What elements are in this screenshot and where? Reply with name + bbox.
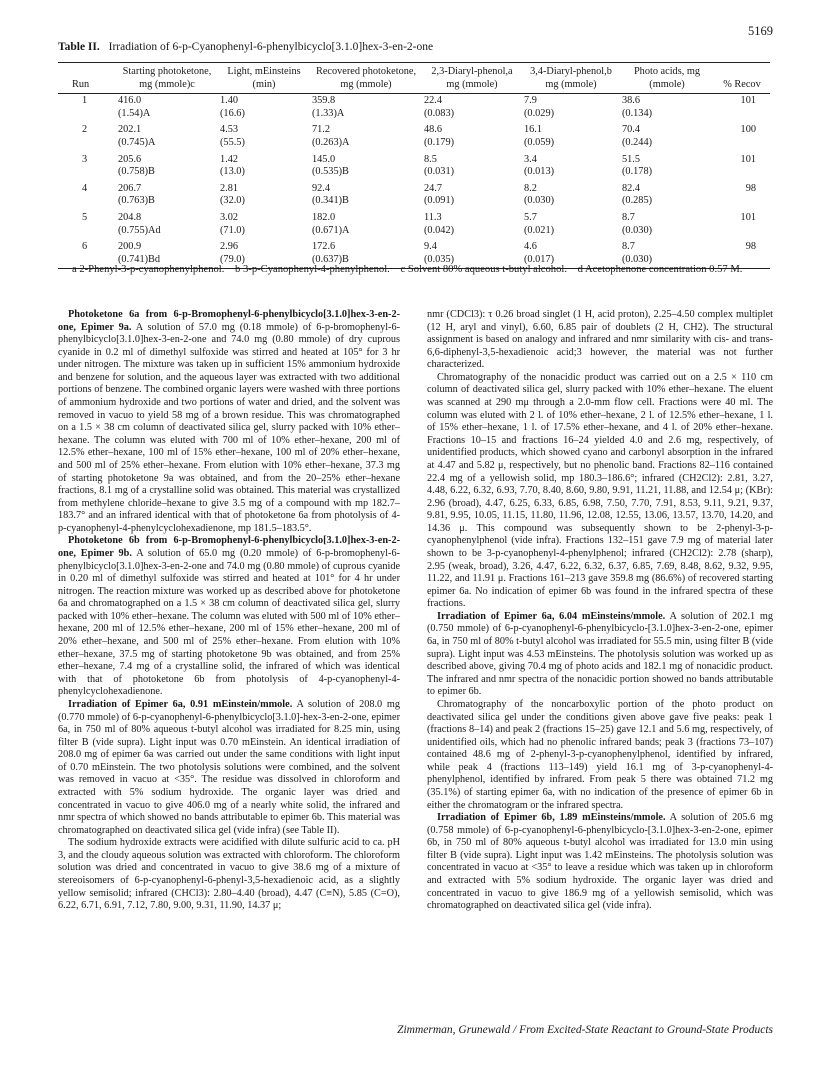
table-title: Irradiation of 6-p-Cyanophenyl-6-phenylbicyclo[3.1.0]hex-3-en-2-one — [108, 41, 434, 53]
table-row — [58, 237, 770, 254]
section-heading: Photoketone 6b from 6-p-Bromophenyl-6-phenylbicyclo[3.1.0]hex-3-en-2-one, Epimer 9b. — [58, 535, 400, 559]
table-cell: (0.637)B — [310, 254, 422, 269]
recovery-cell: 100 — [740, 124, 756, 136]
table-cell: 1.42 — [220, 153, 239, 165]
table-cell: (0.059) — [524, 136, 555, 148]
table-cell: 92.4 — [312, 182, 331, 194]
paragraph — [58, 535, 400, 699]
table-cell: 205.6 — [118, 153, 142, 165]
table-cell: (0.083) — [424, 107, 455, 119]
column-header: Run — [58, 63, 116, 94]
run-cell: 1 — [82, 95, 88, 107]
table-cell: 71.2 — [312, 124, 331, 136]
section-heading: Photoketone 6a from 6-p-Bromophenyl-6-phenylbicyclo[3.1.0]hex-3-en-2-one, Epimer 9a. — [58, 309, 400, 333]
paragraph — [427, 699, 773, 812]
table-row — [58, 137, 770, 150]
paragraph — [427, 309, 773, 372]
table-cell: (0.042) — [424, 224, 455, 236]
table-cell: (0.671)A — [312, 224, 350, 236]
recovery-cell — [714, 225, 770, 238]
left-column — [58, 309, 400, 913]
section-heading: Irradiation of Epimer 6b, 1.89 mEinsteins/mmole. — [437, 812, 666, 824]
table-cell: 2.81 — [220, 182, 239, 194]
table-cell: (0.017) — [522, 254, 620, 269]
footnote: d Acetophenone concentration 0.57 M. — [577, 264, 743, 275]
table-cell: (0.535)B — [312, 166, 349, 178]
paragraph-text: A solution of 208.0 mg (0.770 mmole) of 6-p-cyanophenyl-6-phenylbicyclo[3.1.0]-hex-3-en-2-one, epimer 6a, in 750 ml of 80% aqueous t-butyl alcohol was irradiated for 8.25 min, using filter B (vide supra). Light input was 0.70 mEinstein. An identical irradiation of 208.0 mg of epimer 6a was carried out under the same conditions with light input of 0.70 mEinstein. The two photolysis solutions were combined, and the solvent was removed in vacuo at <35°. The residue was dissolved in chloroform and extracted with 5% sodium hydroxide. The organic layer was dried and concentrated in vacuo to give 406.0 mg of a nearly white solid, the infrared and nmr spectra of which showed no bands attributable to epimer 6b. This material was chromatographed on deactivated silica gel (vide infra) (see Table II). — [58, 698, 401, 836]
paragraph-text: The sodium hydroxide extracts were acidified with dilute sulfuric acid to ca. pH 3, and the cloudy aqueous solution was extracted with chloroform. The chloroform solution was dried and concentrated in vacuo to give 38.6 mg of a mixture of stereoisomers of 6-p-cyanophenyl-6-phenyl-3,5-hexadienoic acid, as a slightly yellow semisolid; infrared (CHCl3): 2.80–4.40 (broad), 4.47 (C≡N), 5.85 (C=O), 6.22, 6.71, 6.91, 7.12, 7.80, 9.00, 9.31, 11.90, 14.37 μ; — [58, 837, 400, 912]
paragraph-text: Chromatography of the nonacidic product was carried out on a 2.5 × 110 cm column of deactivated silica gel, slurry packed with 10% ether–hexane. The eluent was scanned at 290 mμ through a 2.0-mm flow cell. Fractions were 40 ml. The column was eluted with 2 l. of 10% ether–hexane, 2 l. of 12.5% ether–hexane, 1 l. of 15% ether–hexane, 1 l. of 17.5% ether–hexane, and 4 l. of 20% ether–hexane. Fractions 10–15 and fractions 16–24 yielded 4.0 and 2.6 mg, respectively, of unidentified products, which showed cyano and carbonyl absorption in the infrared at 4.47 and 5.82 μ, respectively, but no phenolic band. Fractions 82–116 contained 22.4 mg of a yellowish solid, mp 180.3–186.6°; infrared (CH2Cl2): 2.81, 3.27, 4.48, 6.22, 6.32, 6.93, 7.70, 8.40, 8.60, 9.80, 9.91, 11.21, 11.88, and 12.54 μ; (KBr): 2.96 (broad), 4.47, 6.25, 6.33, 6.85, 6.98, 7.50, 7.70, 7.91, 8.53, 9.11, 9.21, 9.37, 9.81, 9.95, 10.05, 11.15, 11.80, 11.96, 12.08, 12.55, 13.06, 13.57, 13.70, 14.20, and 14.36 μ. This compound was subsequently shown to be 2-phenyl-3-p-cyanophenylphenol (vide infra). Fractions 132–151 gave 7.9 mg of material later shown to be 3-p-cyanophenyl-4-phenylphenol; infrared (CH2Cl2): 2.78 (sharp), 2.95 (weak, broad), 3.26, 4.47, 6.22, 6.32, 6.37, 6.85, 7.69, 8.48, 8.62, 9.32, 9.95, 11.22, and 11.91 μ. Fractions 161–213 gave 359.8 mg (86.6%) of recovered starting epimer 6a. No indication of epimer 6b was found in the infrared spectra of these fractions. — [427, 371, 773, 610]
table-cell: 70.4 — [622, 124, 641, 136]
table-cell: (0.029) — [524, 107, 555, 119]
table-label: Table II. — [58, 41, 100, 53]
table-row — [58, 94, 770, 108]
column-header: Light, mEinsteins (min) — [218, 63, 310, 94]
table-cell: (0.755)Ad — [118, 224, 161, 236]
table-cell: 3.4 — [524, 153, 537, 165]
section-heading: Irradiation of Epimer 6a, 6.04 mEinsteins/mmole. — [437, 610, 666, 622]
run-cell: 4 — [82, 182, 88, 194]
table-cell: 359.8 — [312, 95, 336, 107]
paragraph — [58, 309, 400, 535]
table-cell: (0.263)A — [312, 136, 350, 148]
paragraph — [427, 372, 773, 611]
run-cell: 5 — [82, 211, 88, 223]
table-cell: 7.9 — [524, 95, 537, 107]
table-cell: (0.030) — [622, 224, 653, 236]
right-column — [427, 309, 773, 913]
table-cell: (0.758)B — [118, 166, 155, 178]
recovery-cell — [714, 195, 770, 208]
irradiation-table — [58, 62, 770, 269]
column-header: 2,3-Diaryl-phenol,a mg (mmole) — [422, 63, 522, 94]
table-cell: (0.285) — [622, 195, 653, 207]
run-cell — [58, 137, 116, 150]
table-cell: (0.741)Bd — [116, 254, 218, 269]
table-cell: 24.7 — [424, 182, 443, 194]
column-header: % Recov — [714, 63, 770, 94]
footnote: c Solvent 80% aqueous t-butyl alcohol. — [400, 264, 567, 275]
table-cell: (71.0) — [220, 224, 245, 236]
table-cell: 1.40 — [220, 95, 239, 107]
table-cell: 51.5 — [622, 153, 641, 165]
run-cell — [58, 108, 116, 121]
table-cell: (0.091) — [424, 195, 455, 207]
table-row — [58, 108, 770, 121]
paragraph-text: A solution of 57.0 mg (0.18 mmole) of 6-p-bromophenyl-6-phenylbicyclo[3.1.0]hex-3-en-2-one and 74.0 mg (0.80 mmole) of dry cuprous cyanide in 0.2 ml of dimethyl sulfoxide was stirred and heated at 105° for 3 hr under nitrogen. The mixture was taken up in sufficient 15% ammonium hydroxide and benzene for solution, and the aqueous layer was extracted with two additional portions of benzene. The combined organic layers were washed with three portions of ammonium hydroxide and two portions of water and dried, and the solvent was removed in vacuo to yield 58 mg of a brown residue. This was chromatographed on a 1.5 × 38 cm column of deactivated silica gel, slurry packed with 10% ether–hexane. The column was eluted with 700 ml of 10% ether–hexane, 200 ml of 12.5% ether–hexane, 100 ml of 15% ether–hexane, 100 ml of 20% ether–hexane, and 500 ml of 25% ether–hexane. From elution with 10% ether–hexane, 37.3 mg of starting photoketone 9a was obtained, and from the 20–25% ether–hexane fractions, 8.1 mg of a crystalline solid was obtained. This material was crystallized from methylene chloride–hexane to give 3.5 mg of a compound with mp 182.7–183.7° and an infrared identical with that of photoketone 6a from photolysis of 4-p-cyanophenyl-4-phenylcyclohexadienone, mp 181.5–183.5°. — [58, 321, 400, 534]
table-cell: (0.021) — [524, 224, 555, 236]
table-footnotes — [58, 263, 773, 276]
recovery-cell: 101 — [740, 95, 756, 107]
table-cell: 11.3 — [424, 211, 442, 223]
table-cell: 172.6 — [312, 241, 336, 253]
run-cell: 3 — [82, 153, 88, 165]
table-cell: (0.745)A — [118, 136, 156, 148]
table-body — [58, 94, 770, 269]
table-cell: 8.7 — [622, 211, 635, 223]
run-cell — [58, 195, 116, 208]
recovery-cell: 98 — [745, 182, 756, 194]
table-row — [58, 208, 770, 225]
paragraph-text: A solution of 65.0 mg (0.20 mmole) of 6-p-bromophenyl-6-phenylbicyclo[3.1.0]hex-3-en-2-one and 74.0 mg (0.80 mmole) of cuprous cyanide in 0.20 ml of dimethyl sulfoxide was stirred and heated at 101° for 4 hr under nitrogen. The reaction mixture was worked up as described above for photoketone 6a and chromatographed on a 1.5 × 38 cm column of deactivated silica gel, slurry packed with 10% ether–hexane. The column was eluted with 500 ml of 10% ether–hexane, 200 ml of 12.5% ether–hexane, 200 ml of 15% ether–hexane, 200 ml of 20% ether–hexane, and 500 ml of 25% ether–hexane. From elution with 10% ether–hexane, 37.5 mg of starting photoketone 9b was obtained, and from 25% ether–hexane, 7.4 mg of a crystalline solid, the infrared of which was identical with that of photoketone 6b from photolysis of 4-p-cyanophenyl-4-phenylcyclohexadienone. — [58, 547, 400, 698]
footnote: b 3-p-Cyanophenyl-4-phenylphenol. — [235, 264, 390, 275]
table-cell: (0.341)B — [312, 195, 349, 207]
table-cell: (0.031) — [424, 166, 455, 178]
paragraph-text: Chromatography of the noncarboxylic portion of the photo product on deactivated silica gel under the conditions given above gave five peaks: peak 1 (fractions 8–14) and peak 2 (fractions 15–25) gave 12.1 and 5.6 mg, respectively, of unidentified oils, which had no phenolic infrared bands; peak 3 (fractions 73–107) contained 48.6 mg of 2-phenyl-3-p-cyanophenylphenol, identified by infrared, while peak 4 (fractions 113–149) yield 16.1 mg of 3-p-cyanophenyl-4-phenylphenol, identified by infrared. From peak 5 there was obtained 71.2 mg (35.1%) of starting epimer 6a, with no indication of the presence of epimer 6b in either the chromatogram or the infrared spectra. — [427, 698, 773, 811]
table-cell: (16.6) — [220, 107, 245, 119]
paragraph-text: A solution of 205.6 mg (0.758 mmole) of 6-p-cyanophenyl-6-phenylbicyclo-[3.1.0]hex-3-en-2-one, epimer 6b, in 750 ml of 80% aqueous t-butyl alcohol was irradiated for 13.0 min using filter B (vide supra). Light input was 1.42 mEinsteins. The photolysis solution was concentrated in vacuo at <35° to leave a residue which was taken up in chloroform and extracted with 5% sodium hydroxide. The organic layer was dried and concentrated in vacuo to give 186.9 mg of a yellowish semisolid, which was chromatographed on deactivated silica gel (vide infra). — [427, 812, 773, 912]
table-cell: (1.33)A — [312, 107, 345, 119]
table-header-row — [58, 63, 770, 94]
table-cell: (1.54)A — [118, 107, 151, 119]
run-cell — [58, 166, 116, 179]
table-cell: 206.7 — [118, 182, 142, 194]
table-cell: (32.0) — [220, 195, 245, 207]
recovery-cell — [714, 137, 770, 150]
table-row — [58, 195, 770, 208]
table-cell: (0.178) — [622, 166, 653, 178]
table-cell: 48.6 — [424, 124, 443, 136]
table-cell: (0.244) — [622, 136, 653, 148]
table-cell: 3.02 — [220, 211, 239, 223]
table-cell: 200.9 — [118, 241, 142, 253]
table-cell: (0.030) — [620, 254, 714, 269]
run-cell — [58, 225, 116, 238]
table-cell: 182.0 — [312, 211, 336, 223]
recovery-cell — [714, 108, 770, 121]
table-cell: 22.4 — [424, 95, 443, 107]
table-cell: 9.4 — [424, 241, 437, 253]
table-caption — [58, 41, 778, 53]
table-row — [58, 225, 770, 238]
recovery-cell: 101 — [740, 211, 756, 223]
table-cell: (13.0) — [220, 166, 245, 178]
table-cell: (79.0) — [218, 254, 310, 269]
page-number: 5169 — [748, 24, 773, 38]
recovery-cell — [714, 166, 770, 179]
column-header: Recovered photoketone, mg (mmole) — [310, 63, 422, 94]
paragraph — [427, 812, 773, 913]
table-row — [58, 120, 770, 137]
table-cell: (0.013) — [524, 166, 555, 178]
run-cell: 2 — [82, 124, 88, 136]
table-cell: (0.763)B — [118, 195, 155, 207]
table-cell: 8.5 — [424, 153, 437, 165]
table-cell: 8.2 — [524, 182, 537, 194]
table-cell: 2.96 — [220, 241, 239, 253]
column-header: Starting photoketone, mg (mmole)c — [116, 63, 218, 94]
table-cell: (0.179) — [424, 136, 455, 148]
table-row — [58, 166, 770, 179]
run-cell: 6 — [82, 241, 88, 253]
paragraph-text: nmr (CDCl3): τ 0.26 broad singlet (1 H, acid proton), 2.25–4.50 complex multiplet (12 H, aryl and vinyl), 6.60, 6.85 pair of doublets (2 H, CH2). The structural assignment is based on analogy and infrared and nmr similarity with cis- and trans-6,6-diphenyl-3,5-hexadienoic acid;3 however, the material was not further characterized. — [427, 309, 773, 371]
recovery-cell: 101 — [740, 153, 756, 165]
table-cell: 38.6 — [622, 95, 641, 107]
table-cell: 145.0 — [312, 153, 336, 165]
table-cell: 416.0 — [118, 95, 142, 107]
table-cell: (0.035) — [422, 254, 522, 269]
table-row — [58, 179, 770, 196]
paragraph — [58, 699, 400, 837]
column-header: 3,4-Diaryl-phenol,b mg (mmole) — [522, 63, 620, 94]
running-footer: Zimmerman, Grunewald / From Excited-State Reactant to Ground-State Products — [397, 1024, 773, 1036]
table-cell: (0.030) — [524, 195, 555, 207]
footnote: a 2-Phenyl-3-p-cyanophenylphenol. — [72, 264, 225, 275]
table-cell: 204.8 — [118, 211, 142, 223]
table-cell: 8.7 — [622, 241, 635, 253]
table-cell: 4.53 — [220, 124, 239, 136]
column-header: Photo acids, mg (mmole) — [620, 63, 714, 94]
table-cell: 16.1 — [524, 124, 543, 136]
table-row — [58, 150, 770, 167]
table-cell: 5.7 — [524, 211, 537, 223]
section-heading: Irradiation of Epimer 6a, 0.91 mEinstein/mmole. — [68, 698, 293, 710]
table-cell: 202.1 — [118, 124, 142, 136]
paragraph — [427, 611, 773, 699]
table-cell: 82.4 — [622, 182, 641, 194]
table-cell: 4.6 — [524, 241, 537, 253]
table-cell: (0.134) — [622, 107, 653, 119]
paragraph — [58, 837, 400, 912]
table-cell: (55.5) — [220, 136, 245, 148]
paragraph-text: A solution of 202.1 mg (0.750 mmole) of 6-p-cyanophenyl-6-phenylbicyclo-[3.1.0]hex-3-en-2-one, epimer 6a, in 750 ml of 80% t-butyl alcohol was irradiated for 55.5 min, using filter B (vide supra). Light input was 4.53 mEinsteins. The photolysis solution was worked up as described above, giving 70.4 mg of photo acids and 182.1 mg of nonacidic product. The infrared and nmr spectra of the nonacidic portion showed no bands attributable to epimer 6b. — [427, 610, 773, 698]
recovery-cell: 98 — [745, 241, 756, 253]
